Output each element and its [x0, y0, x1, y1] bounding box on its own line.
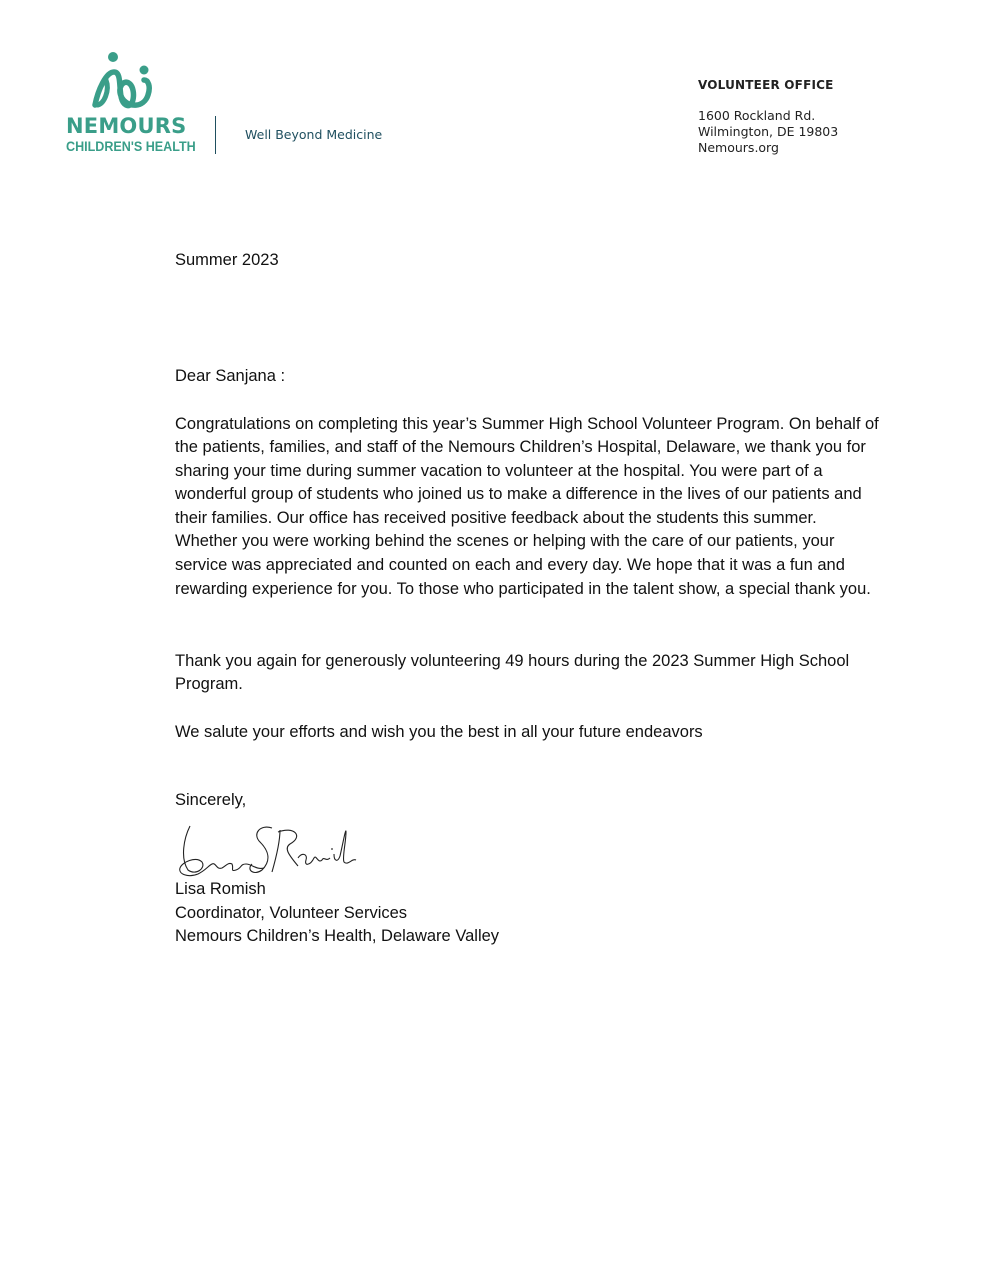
paragraph-3: We salute your efforts and wish you the best in all your future endeavors — [175, 722, 703, 741]
signer-organization: Nemours Children’s Health, Delaware Valley — [175, 927, 500, 946]
salutation: Dear Sanjana : — [175, 366, 286, 385]
signer-block — [175, 878, 499, 949]
letter-date: Summer 2023 — [175, 250, 279, 269]
brand-name: NEMOURS — [66, 114, 187, 138]
signature-icon — [176, 818, 358, 880]
office-title: VOLUNTEER OFFICE — [698, 78, 834, 92]
brand-subtitle: CHILDREN'S HEALTH — [66, 139, 196, 154]
address-line-1: 1600 Rockland Rd. — [698, 108, 816, 123]
closing: Sincerely, — [175, 790, 247, 809]
office-block — [698, 78, 838, 156]
address-line-2: Wilmington, DE 19803 — [698, 124, 839, 139]
nemours-logo-icon — [86, 50, 156, 112]
signer-name: Lisa Romish — [175, 880, 266, 898]
logo-divider — [215, 116, 216, 154]
paragraph-1: Congratulations on completing this year’s Summer High School Volunteer Program. On behalf of the patients, families, and staff of the Nemours Children’s Hospital, Delaware, we thank you for sharing your time during summer vacation to volunteer at the hospital. You were part of a wonderful group of students who joined us to make a difference in the lives of our patients and their families. Our office has received positive feedback about the students this summer. Whether you were working behind the scenes or helping with the care of our patients, your service was appreciated and counted on each and every day. We hope that it was a fun and rewarding experience for you. To those who participated in the talent show, a special thank you. — [175, 414, 879, 598]
paragraph-2: Thank you again for generously volunteering 49 hours during the 2023 Summer High School Program. — [175, 651, 850, 694]
tagline: Well Beyond Medicine — [245, 127, 383, 142]
signer-title: Coordinator, Volunteer Services — [175, 903, 408, 922]
website: Nemours.org — [698, 140, 779, 155]
